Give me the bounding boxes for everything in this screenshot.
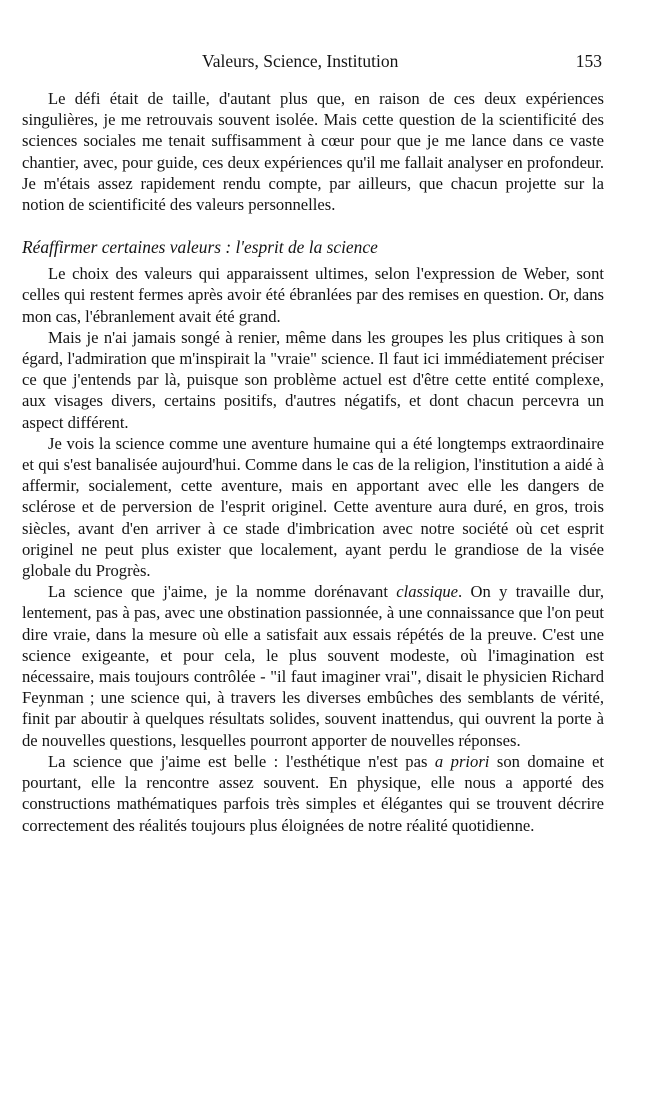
paragraph-5-text-end: . On y travaille dur, lentement, pas à pas, avec une obstination passionnée, à une connaissance que l'on peut dire vraie, dans la mesure où elle a satisfait aux essais répétés de la preuve. C'est une science exigeante, et pour cela, le plus souvent modeste, où l'imagination est nécessaire, mais toujours contrôlée - "il faut imaginer vrai", disait le physicien Richard Feynman ; une science qui, à travers les diverses embûches des semblants de vérité, finit par aboutir à quelques résultats solides, souvent inattendus, qui ouvrent la porte à de nouvelles questions, lesquelles pourront apporter de nouvelles réponses. xyxy=(22,582,604,750)
paragraph-5-text-start: La science que j'aime, je la nomme dorénavant xyxy=(48,582,397,602)
section-heading: Réaffirmer certaines valeurs : l'esprit de la science xyxy=(22,237,378,258)
running-header xyxy=(22,48,604,74)
paragraph-3: Mais je n'ai jamais songé à renier, même dans les groupes les plus critiques à son égard, l'admiration que m'inspirait la "vraie" science. Il faut ici immédiatement préciser ce que j'entends par là, puisque son problème actuel est d'être cette entité complexe, aux visages divers, certains positifs, d'autres négatifs, et dont chacun percevra un aspect différent. xyxy=(22,327,604,432)
paragraph-6-text-start: La science que j'aime est belle : l'esthétique n'est pas xyxy=(48,751,435,771)
paragraph-4: Je vois la science comme une aventure humaine qui a été longtemps extraordinaire et qui s'est banalisée aujourd'hui. Comme dans le cas de la religion, l'institution a aidé à affermir, socialement, cette aventure, mais en apportant avec elle les dangers de sclérose et de perversion de l'esprit originel. Cette aventure aura duré, en gros, trois siècles, avant d'en arriver à ce stade d'imbrication avec notre société où cet esprit originel ne peut plus exister que localement, ayant perdu le grandiose de la visée globale du Progrès. xyxy=(22,433,604,581)
page-number: 153 xyxy=(575,51,602,71)
running-title: Valeurs, Science, Institution xyxy=(202,51,399,71)
book-page xyxy=(22,48,604,836)
paragraph-6-emphasis: a priori xyxy=(434,751,490,771)
paragraph-1: Le défi était de taille, d'autant plus que, en raison de ces deux expériences singulières, je me retrouvais souvent isolée. Mais cette question de la scientificité des sciences sociales me tenait suffisamment à cœur pour que je me lance dans ce vaste chantier, avec, pour guide, ces deux expériences qu'il me fallait analyser en profondeur. Je m'étais assez rapidement rendu compte, par ailleurs, que chacun projette sur la notion de scientificité des valeurs personnelles. xyxy=(22,89,604,215)
paragraph-6 xyxy=(22,751,604,836)
paragraph-6-text-end: son domaine et pourtant, elle la rencontre assez souvent. En physique, elle nous a apporté des constructions mathématiques parfois très simples et élégantes qui se trouvent décrire correctement des réalités toujours plus éloignées de notre réalité quotidienne. xyxy=(22,751,604,835)
paragraph-5-emphasis: classique xyxy=(396,582,459,602)
paragraph-2: Le choix des valeurs qui apparaissent ultimes, selon l'expression de Weber, sont celles qui restent fermes après avoir été ébranlées par des remises en question. Or, dans mon cas, l'ébranlement avait été grand. xyxy=(22,264,604,326)
body-text xyxy=(22,88,604,836)
paragraph-5 xyxy=(22,581,604,751)
